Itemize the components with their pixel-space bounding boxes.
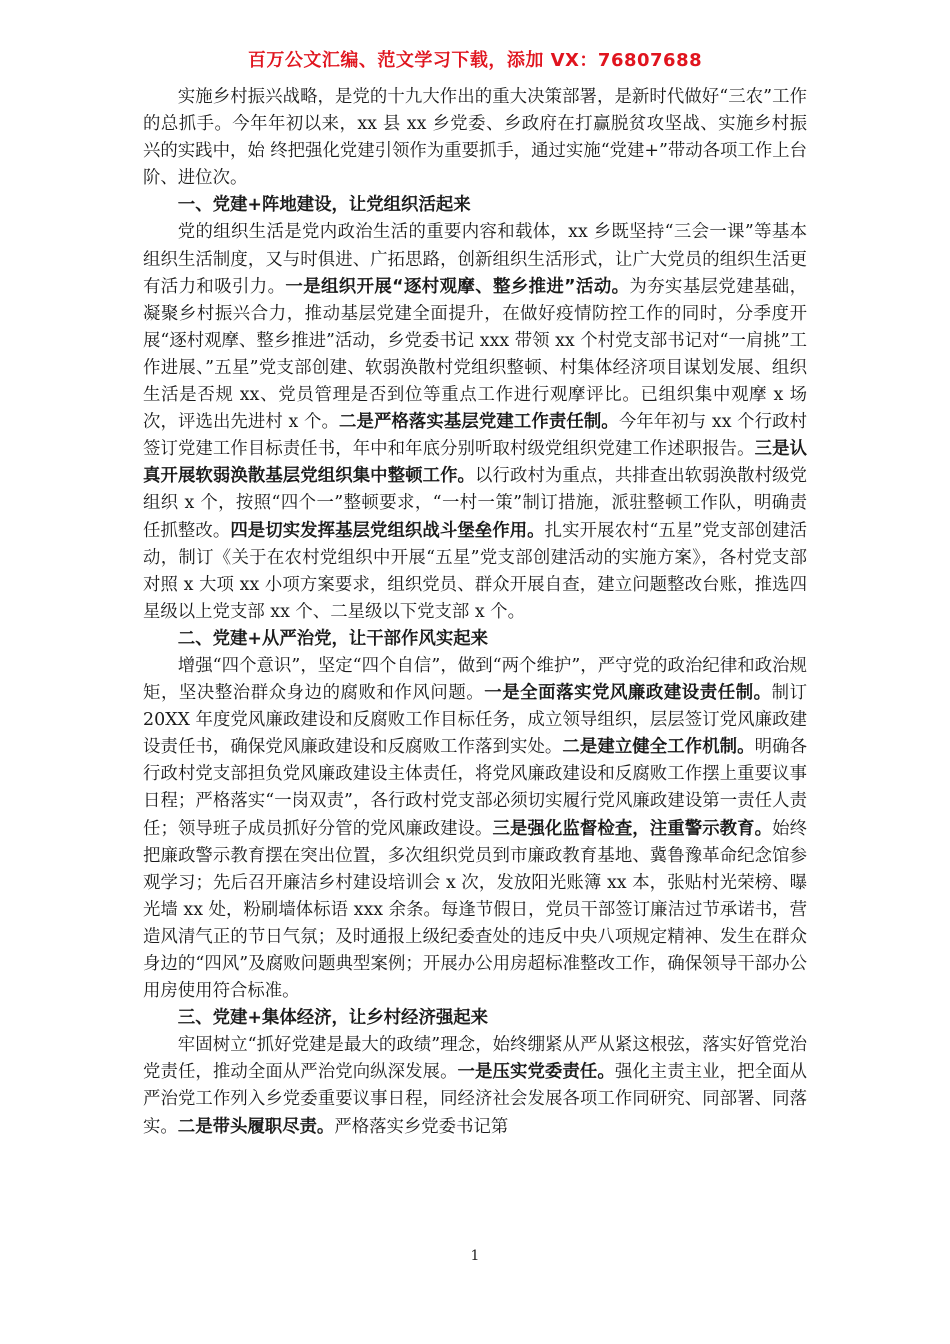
document-body <box>143 84 807 1141</box>
s3-bold-2: 二是带头履职尽责。 <box>177 1116 335 1137</box>
s1-text-2: 为夯实基层党建基础，凝聚乡村振兴合力，推动基层党建全面提升，在做好疫情防控工作的同时，分季度开展“逐村观摩、整乡推进”活动，乡党委书记 xxx 带领 xx 个村党支部书记对“一肩挑”工作进展、”五星”党支部创建、软弱涣散村党组织整顿、村集体经济项目谋划发展、组织生活是否规 xx、党员管理是否到位等重点工作进行观摩评比。已组织集中观摩 x 场次，评选出先进村 x 个。 <box>143 276 807 433</box>
page-number: 1 <box>470 1248 480 1264</box>
section-2-paragraph <box>143 653 807 1005</box>
intro-text: 实施乡村振兴战略，是党的十九大作出的重大决策部署，是新时代做好“三农”工作的总抓手。今年年初以来，xx 县 xx 乡党委、乡政府在打赢脱贫攻坚战、实施乡村振兴的实践中，始 终把强化党建引领作为重要抓手，通过实施“党建+”带动各项工作上台阶、进位次。 <box>143 87 807 189</box>
s3-bold-1: 一是压实党委责任。 <box>457 1062 615 1083</box>
section-2-heading: 二、党建+从严治党，让干部作风实起来 <box>177 628 489 649</box>
s2-text-2: 制订 20XX 年度党风廉政建设和反腐败工作目标任务，成立领导组织，层层签订党风廉政建设责任书，确保党风廉政建设和反腐败工作落到实处。 <box>143 683 807 758</box>
s1-bold-2: 二是严格落实基层党建工作责任制。 <box>338 412 619 433</box>
s2-text-1: 增强“四个意识”，坚定“四个自信”，做到“两个维护”，严守党的政治纪律和政治规矩，坚决整治群众身边的腐败和作风问题。 <box>143 655 807 704</box>
s2-bold-3: 三是强化监督检查，注重警示教育。 <box>492 818 773 839</box>
s1-bold-4: 四是切实发挥基层党组织战斗堡垒作用。 <box>230 520 545 541</box>
s1-text-5: 扎实开展农村“五星”党支部创建活动，制订《关于在农村党组织中开展“五星”党支部创建活动的实施方案》，各村党支部对照 x 大项 xx 小项方案要求，组织党员、群众开展自查，建立问题整改台账，推选四星级以上党支部 xx 个、二星级以下党支部 x 个。 <box>143 520 807 622</box>
section-3-paragraph <box>143 1032 807 1140</box>
s2-bold-2: 二是建立健全工作机制。 <box>562 737 755 758</box>
s1-bold-3: 三是认真开展软弱涣散基层党组织集中整顿工作。 <box>143 439 807 487</box>
section-3-heading: 三、党建+集体经济，让乡村经济强起来 <box>177 1008 489 1029</box>
s1-text-3: 今年年初与 xx 个行政村签订党建工作目标责任书，年中和年底分别听取村级党组织党建工作述职报告。 <box>143 412 807 460</box>
s3-text-2: 强化主责主业，把全面从严治党工作列入乡党委重要议事日程，同经济社会发展各项工作同研究、同部署、同落实。 <box>143 1062 807 1137</box>
s2-text-3: 明确各行政村党支部担负党风廉政建设主体责任，将党风廉政建设和反腐败工作摆上重要议事日程；严格落实“一岗双责”，各行政村党支部必须切实履行党风廉政建设第一责任人责任；领导班子成员抓好分管的党风廉政建设。 <box>143 737 807 839</box>
s2-bold-1: 一是全面落实党风廉政建设责任制。 <box>484 683 772 704</box>
header-banner: 百万公文汇编、范文学习下载，添加 VX：76807688 <box>247 50 703 71</box>
intro-paragraph <box>143 84 807 192</box>
section-1-paragraph <box>143 219 807 625</box>
s2-text-4: 始终把廉政警示教育摆在突出位置，多次组织党员到市廉政教育基地、冀鲁豫革命纪念馆参观学习；先后召开廉洁乡村建设培训会 x 次，发放阳光账簿 xx 本，张贴村光荣榜、曝光墙 xx 处，粉刷墙体标语 xxx 余条。每逢节假日，党员干部签订廉洁过节承诺书，营造风清气正的节日气氛；及时通报上级纪委查处的违反中央八项规定精神、发生在群众身边的“四风”及腐败问题典型案例；开展办公用房超标准整改工作，确保领导干部办公用房使用符合标准。 <box>143 818 807 1002</box>
s1-text-1: 党的组织生活是党内政治生活的重要内容和载体，xx 乡既坚持“三会一课”等基本组织生活制度，又与时俱进、广拓思路，创新组织生活形式，让广大党员的组织生活更有活力和吸引力。 <box>143 222 807 297</box>
section-1-heading: 一、党建+阵地建设，让党组织活起来 <box>177 195 471 216</box>
s1-text-4: 以行政村为重点，共排查出软弱涣散村级党组织 x 个，按照“四个一”整顿要求，“一村一策”制订措施，派驻整顿工作队，明确责任抓整改。 <box>143 466 807 541</box>
s3-text-1: 牢固树立“抓好党建是最大的政绩”理念，始终绷紧从严从紧这根弦，落实好管党治党责任，推动全面从严治党向纵深发展。 <box>143 1035 807 1083</box>
s1-bold-1: 一是组织开展“逐村观摩、整乡推进”活动。 <box>285 276 630 297</box>
s3-text-3: 严格落实乡党委书记第 <box>334 1116 509 1137</box>
